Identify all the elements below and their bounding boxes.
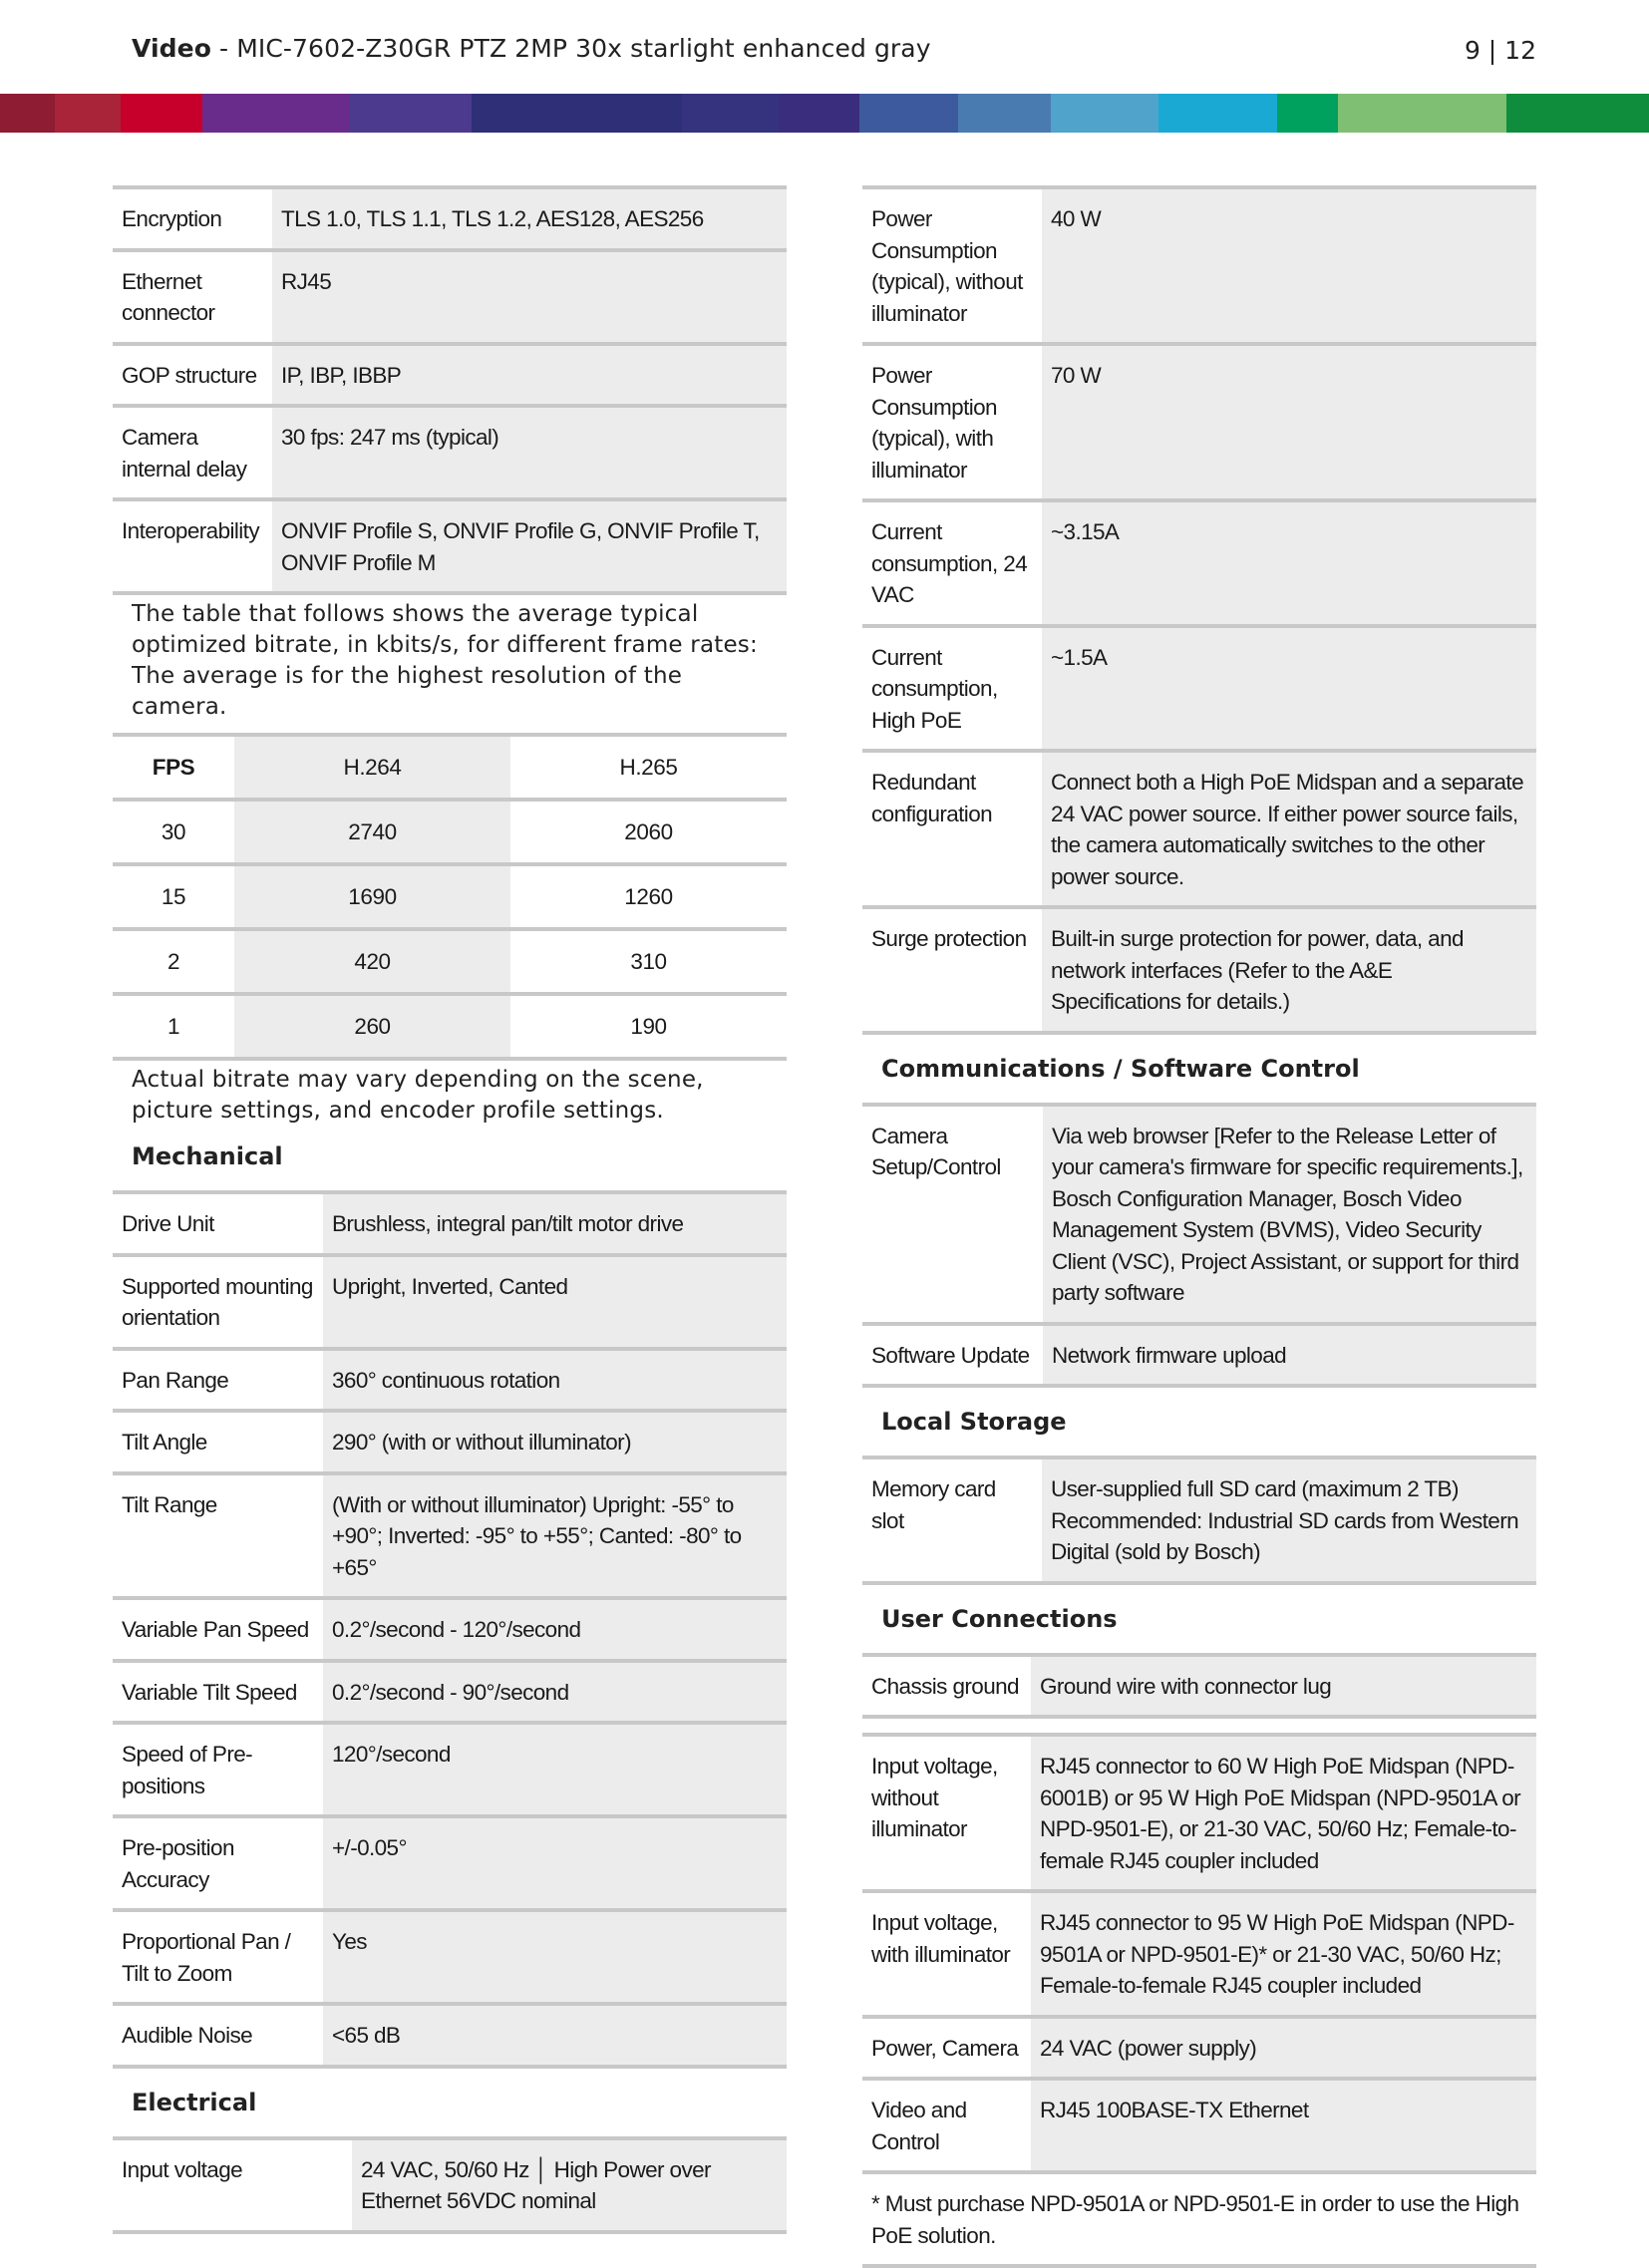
spec-row [113,250,787,344]
spec-label: Current consumption, High PoE [862,626,1042,752]
spec-label: Supported mounting orientation [113,1255,323,1349]
spec-value: Upright, Inverted, Canted [323,1255,787,1349]
spec-row [862,1324,1536,1387]
spec-label: Tilt Range [113,1473,323,1599]
spec-row [862,344,1536,500]
spec-row [862,751,1536,907]
spec-row [113,1349,787,1412]
spec-label: Variable Tilt Speed [113,1661,323,1724]
brand-band-segment [202,94,350,133]
spec-row [113,1910,787,2004]
mechanical-spec-table [113,1190,787,2069]
brand-band-segment [55,94,121,133]
bitrate-intro: The table that follows shows the average typical optimized bitrate, in kbits/s, for different frame rates: The average is for the highest resolution of the camera. [132,601,758,720]
electrical-spec-table [113,2136,787,2234]
spec-row [113,1411,787,1473]
header-separator: - [211,34,237,63]
footnote: * Must purchase NPD-9501A or NPD-9501-E in order to use the High PoE solution. [862,2174,1536,2268]
bitrate-h264-cell: 1690 [234,864,510,929]
spec-label: Redundant configuration [862,751,1042,907]
spec-label: Power, Camera [862,2017,1031,2080]
brand-band-segment [1506,94,1649,133]
bitrate-h265-cell: 310 [510,929,787,994]
brand-band-segment [121,94,202,133]
spec-label: Pre-position Accuracy [113,1816,323,1910]
spec-value: 40 W [1042,187,1536,344]
brand-band-segment [1051,94,1158,133]
spec-row [113,499,787,593]
spec-value: Network firmware upload [1043,1324,1536,1387]
bitrate-fps-cell: 1 [113,994,234,1059]
spec-value: ~1.5A [1042,626,1536,752]
spec-row [862,626,1536,752]
spec-row [862,2017,1536,2080]
spec-label: Input voltage, without illuminator [862,1735,1031,1891]
spec-value: 120°/second [323,1723,787,1816]
spec-row [113,1723,787,1816]
spec-row [113,2004,787,2067]
page-header [132,34,931,63]
spec-label: Camera Setup/Control [862,1105,1043,1324]
network-spec-table [113,185,787,595]
header-title: MIC-7602-Z30GR PTZ 2MP 30x starlight enhanced gray [236,34,931,63]
brand-band-segment [859,94,958,133]
spec-value: Brushless, integral pan/tilt motor drive [323,1192,787,1255]
bitrate-h265-cell: 190 [510,994,787,1059]
spec-label: Surge protection [862,907,1042,1033]
brand-band-segment [0,94,55,133]
right-column [862,185,1536,2268]
bitrate-column-header: H.264 [234,735,510,800]
bitrate-h264-cell: 2740 [234,800,510,864]
brand-color-band [0,94,1649,133]
brand-band-segment [779,94,858,133]
brand-band-segment [958,94,1051,133]
spec-value: (With or without illuminator) Upright: -55° to +90°; Inverted: -95° to +55°; Canted: -80° to +65° [323,1473,787,1599]
spec-label: Input voltage [113,2138,352,2232]
spec-label: Chassis ground [862,1655,1031,1718]
spec-label: Memory card slot [862,1458,1042,1583]
brand-band-segment [1277,94,1338,133]
spec-label: Tilt Angle [113,1411,323,1473]
spec-value: Yes [323,1910,787,2004]
spec-row [862,1891,1536,2017]
spec-value: TLS 1.0, TLS 1.1, TLS 1.2, AES128, AES256 [272,187,787,250]
section-title-user-connections: User Connections [881,1604,1118,1633]
spec-value: +/-0.05° [323,1816,787,1910]
spec-row [113,2138,787,2232]
spec-value: 360° continuous rotation [323,1349,787,1412]
spec-value: Connect both a High PoE Midspan and a separate 24 VAC power source. If either power source fails, the camera automatically switches to the other power source. [1042,751,1536,907]
power-spec-table [862,185,1536,1035]
bitrate-h264-cell: 260 [234,994,510,1059]
spec-row [113,1255,787,1349]
spec-row [113,1598,787,1661]
spec-value: ~3.15A [1042,500,1536,626]
brand-band-segment [682,94,779,133]
spec-value: 0.2°/second - 90°/second [323,1661,787,1724]
spec-label: Current consumption, 24 VAC [862,500,1042,626]
bitrate-header-row [113,735,787,800]
connections-spec-table-ground [862,1653,1536,1720]
spec-row [862,2079,1536,2172]
spec-value: RJ45 connector to 95 W High PoE Midspan (NPD-9501A or NPD-9501-E)* or 21-30 VAC, 50/60 Hz; Female-to-female RJ45 coupler included [1031,1891,1536,2017]
communications-spec-table [862,1103,1536,1389]
bitrate-column-header: H.265 [510,735,787,800]
spec-label: Proportional Pan / Tilt to Zoom [113,1910,323,2004]
spec-value: User-supplied full SD card (maximum 2 TB) Recommended: Industrial SD cards from Western Digital (sold by Bosch) [1042,1458,1536,1583]
bitrate-h265-cell: 2060 [510,800,787,864]
spec-value: Ground wire with connector lug [1031,1655,1536,1718]
spec-label: GOP structure [113,344,272,407]
spec-value: 24 VAC, 50/60 Hz │ High Power over Ethernet 56VDC nominal [352,2138,787,2232]
section-title-electrical: Electrical [132,2088,257,2116]
bitrate-note: Actual bitrate may vary depending on the scene, picture settings, and encoder profile settings. [132,1067,704,1124]
bitrate-h265-cell: 1260 [510,864,787,929]
spec-value: IP, IBP, IBBP [272,344,787,407]
brand-band-segment [1338,94,1506,133]
spec-value: 30 fps: 247 ms (typical) [272,406,787,499]
spec-row [862,187,1536,344]
spec-row [113,1816,787,1910]
bitrate-fps-cell: 2 [113,929,234,994]
spec-label: Speed of Pre-positions [113,1723,323,1816]
spec-value: Built-in surge protection for power, data, and network interfaces (Refer to the A&E Specifications for details.) [1042,907,1536,1033]
spec-label: Interoperability [113,499,272,593]
spec-label: Encryption [113,187,272,250]
header-section: Video [132,34,212,63]
bitrate-row [113,800,787,864]
spec-value: 0.2°/second - 120°/second [323,1598,787,1661]
spec-row [113,1473,787,1599]
bitrate-row [113,864,787,929]
brand-band-segment [1158,94,1276,133]
section-title-local-storage: Local Storage [881,1408,1067,1436]
left-column [113,185,787,2234]
spec-value: 24 VAC (power supply) [1031,2017,1536,2080]
spec-label: Variable Pan Speed [113,1598,323,1661]
spec-row [113,187,787,250]
spec-label: Power Consumption (typical), without illuminator [862,187,1042,344]
spec-row [113,1661,787,1724]
page-number: 9 | 12 [1464,36,1536,65]
spec-label: Pan Range [113,1349,323,1412]
spec-value: <65 dB [323,2004,787,2067]
spec-value: ONVIF Profile S, ONVIF Profile G, ONVIF Profile T, ONVIF Profile M [272,499,787,593]
spec-row [862,907,1536,1033]
bitrate-row [113,929,787,994]
spec-value: Via web browser [Refer to the Release Letter of your camera's firmware for specific requirements.], Bosch Configuration Manager, Bosch Video Management System (BVMS), Video Security Client (VSC), Project Assistant, or support for third party software [1043,1105,1536,1324]
spec-row [862,1458,1536,1583]
spec-value: RJ45 100BASE-TX Ethernet [1031,2079,1536,2172]
spec-label: Camera internal delay [113,406,272,499]
bitrate-fps-cell: 15 [113,864,234,929]
spec-row [862,500,1536,626]
spec-row [113,344,787,407]
spec-label: Video and Control [862,2079,1031,2172]
storage-spec-table [862,1456,1536,1585]
brand-band-segment [472,94,683,133]
spec-row [113,1192,787,1255]
spec-value: RJ45 [272,250,787,344]
spec-label: Audible Noise [113,2004,323,2067]
spec-value: 290° (with or without illuminator) [323,1411,787,1473]
spec-label: Power Consumption (typical), with illuminator [862,344,1042,500]
table-gap [862,1719,1536,1733]
spec-label: Drive Unit [113,1192,323,1255]
spec-row [862,1655,1536,1718]
spec-row [862,1735,1536,1891]
spec-row [862,1105,1536,1324]
spec-row [113,406,787,499]
spec-label: Software Update [862,1324,1043,1387]
section-title-mechanical: Mechanical [132,1142,283,1170]
bitrate-row [113,994,787,1059]
bitrate-fps-cell: 30 [113,800,234,864]
connections-spec-table-power [862,1733,1536,2174]
section-title-communications: Communications / Software Control [881,1054,1360,1083]
spec-label: Ethernet connector [113,250,272,344]
spec-label: Input voltage, with illuminator [862,1891,1031,2017]
bitrate-table [113,733,787,1061]
brand-band-segment [350,94,472,133]
spec-value: 70 W [1042,344,1536,500]
spec-value: RJ45 connector to 60 W High PoE Midspan (NPD-6001B) or 95 W High PoE Midspan (NPD-9501A or NPD-9501-E), or 21-30 VAC, 50/60 Hz; Female-to-female RJ45 coupler included [1031,1735,1536,1891]
bitrate-h264-cell: 420 [234,929,510,994]
bitrate-column-header: FPS [113,735,234,800]
